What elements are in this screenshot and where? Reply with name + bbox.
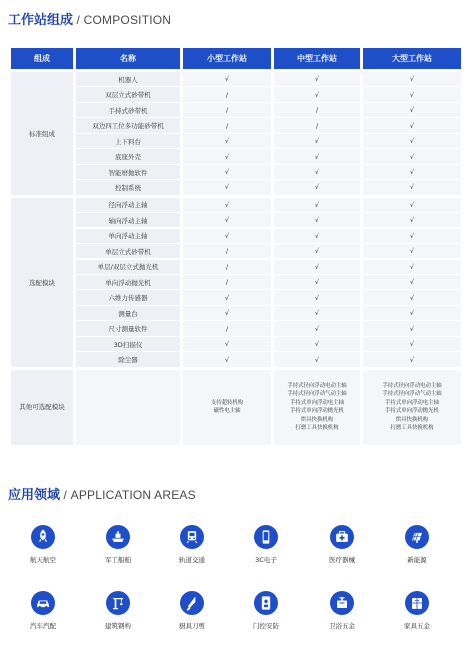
row-name: 尺寸测量软件 <box>76 321 180 335</box>
other-label: 其他可选配模块 <box>11 370 73 445</box>
table-row <box>76 290 461 304</box>
other-small-cell <box>183 370 271 445</box>
row-small: √ <box>183 180 271 194</box>
crane-icon <box>106 591 130 615</box>
row-medium: √ <box>274 244 360 258</box>
other-large-cell <box>363 370 461 445</box>
row-name: 底座外壳 <box>76 149 180 163</box>
table-row <box>76 72 461 86</box>
door-lock-icon <box>254 591 278 615</box>
row-large: √ <box>363 306 461 320</box>
application-label: 家具五金 <box>404 622 430 630</box>
group-rows <box>76 198 461 367</box>
application-item <box>13 591 73 630</box>
application-label: 3C电子 <box>255 556 277 564</box>
row-name: 六维力传感器 <box>76 290 180 304</box>
row-small: / <box>183 244 271 258</box>
other-module-item: 打磨工具快换机构 <box>390 425 434 432</box>
row-small: √ <box>183 352 271 366</box>
other-module-item: 打磨工具快换机构 <box>295 425 339 432</box>
ship-icon <box>106 525 130 549</box>
row-large: √ <box>363 229 461 243</box>
other-module-item: 手持式径向浮动气动主轴 <box>287 391 347 398</box>
other-module-item: 支持超转机构 <box>210 399 244 406</box>
group-optional <box>11 198 464 367</box>
composition-title <box>8 9 171 28</box>
row-small: √ <box>183 72 271 86</box>
application-label: 建筑钢构 <box>105 622 131 630</box>
row-large: √ <box>363 165 461 179</box>
application-label: 厨具刀剪 <box>179 622 205 630</box>
header-name: 名称 <box>76 48 180 69</box>
application-item <box>387 591 447 630</box>
table-row <box>76 352 461 366</box>
group-standard <box>11 72 464 195</box>
phone-icon <box>254 525 278 549</box>
row-small: √ <box>183 134 271 148</box>
row-name: 单层/双层立式抛光机 <box>76 260 180 274</box>
application-label: 新能源 <box>407 556 427 564</box>
row-medium: √ <box>274 213 360 227</box>
application-item <box>236 525 296 564</box>
row-large: √ <box>363 321 461 335</box>
furniture-icon <box>405 591 429 615</box>
row-large: √ <box>363 244 461 258</box>
row-name: 控制系统 <box>76 180 180 194</box>
table-row <box>76 165 461 179</box>
train-icon <box>180 525 204 549</box>
table-row <box>76 244 461 258</box>
row-small: / <box>183 103 271 117</box>
application-item <box>312 591 372 630</box>
table-row <box>76 275 461 289</box>
application-label: 卫浴五金 <box>329 622 355 630</box>
table-row <box>76 337 461 351</box>
row-medium: √ <box>274 321 360 335</box>
row-small: / <box>183 275 271 289</box>
row-small: / <box>183 87 271 101</box>
row-medium: √ <box>274 165 360 179</box>
row-large: √ <box>363 352 461 366</box>
row-large: √ <box>363 275 461 289</box>
knife-icon <box>180 591 204 615</box>
row-name: 轴向浮动主轴 <box>76 213 180 227</box>
other-module-item: 烘具快换机构 <box>300 416 334 423</box>
table-row <box>76 149 461 163</box>
medical-kit-icon <box>330 525 354 549</box>
application-label: 航天航空 <box>30 556 56 564</box>
row-name: 单向浮动抛光机 <box>76 275 180 289</box>
other-module-item: 磁性电主轴 <box>213 408 241 415</box>
row-name: 测量台 <box>76 306 180 320</box>
applications-title-cn: 应用领域 <box>8 488 61 503</box>
row-small: √ <box>183 165 271 179</box>
header-large: 大型工作站 <box>363 48 461 69</box>
row-large: √ <box>363 134 461 148</box>
application-item <box>387 525 447 564</box>
row-large: √ <box>363 290 461 304</box>
row-name: 单向浮动主轴 <box>76 229 180 243</box>
application-item <box>162 525 222 564</box>
row-large: √ <box>363 213 461 227</box>
other-module-item: 烘具快换机构 <box>395 416 429 423</box>
other-name-cell <box>76 370 180 445</box>
table-row <box>76 118 461 132</box>
faucet-icon <box>330 591 354 615</box>
row-large: √ <box>363 198 461 212</box>
row-large: √ <box>363 118 461 132</box>
applications-title <box>8 484 196 503</box>
table-row <box>76 198 461 212</box>
application-label: 轨道交通 <box>179 556 205 564</box>
group-label: 标准组成 <box>11 72 73 195</box>
row-large: √ <box>363 72 461 86</box>
car-icon <box>31 591 55 615</box>
composition-table <box>11 48 464 445</box>
row-name: 双边四工位多功能砂带机 <box>76 118 180 132</box>
row-large: √ <box>363 260 461 274</box>
table-row <box>76 229 461 243</box>
table-row <box>76 306 461 320</box>
row-small: √ <box>183 213 271 227</box>
row-small: √ <box>183 290 271 304</box>
application-item <box>312 525 372 564</box>
other-module-item: 手持式单向浮动电主轴 <box>385 399 439 406</box>
row-medium: √ <box>274 290 360 304</box>
row-medium: √ <box>274 180 360 194</box>
application-item <box>88 525 148 564</box>
table-row <box>76 87 461 101</box>
applications-title-en: / APPLICATION AREAS <box>60 488 196 502</box>
solar-panel-icon <box>405 525 429 549</box>
row-small: √ <box>183 337 271 351</box>
row-medium: √ <box>274 87 360 101</box>
row-name: 智能磨抛软件 <box>76 165 180 179</box>
application-item <box>236 591 296 630</box>
application-label: 军工船舶 <box>105 556 131 564</box>
row-name: 手持式砂带机 <box>76 103 180 117</box>
other-module-item: 手持式单向浮动抛光机 <box>290 408 344 415</box>
other-medium-cell <box>274 370 360 445</box>
row-medium: √ <box>274 198 360 212</box>
header-group: 组成 <box>11 48 73 69</box>
header-small: 小型工作站 <box>183 48 271 69</box>
row-small: √ <box>183 198 271 212</box>
row-name: 机器人 <box>76 72 180 86</box>
row-medium: √ <box>274 72 360 86</box>
group-label: 选配模块 <box>11 198 73 367</box>
row-name: 3D扫描仪 <box>76 337 180 351</box>
group-rows <box>76 72 461 195</box>
table-row <box>76 321 461 335</box>
table-row <box>76 180 461 194</box>
row-name: 上下料台 <box>76 134 180 148</box>
row-medium: √ <box>274 229 360 243</box>
other-module-item: 手持式径向浮动气动主轴 <box>382 391 442 398</box>
composition-title-cn: 工作站组成 <box>8 13 74 28</box>
other-module-item: 手持式单向浮动抛光机 <box>385 408 439 415</box>
table-row <box>76 134 461 148</box>
row-name: 除尘器 <box>76 352 180 366</box>
row-medium: √ <box>274 260 360 274</box>
composition-title-en: / COMPOSITION <box>73 13 172 27</box>
application-item <box>162 591 222 630</box>
application-label: 门控安防 <box>253 622 279 630</box>
row-small: / <box>183 118 271 132</box>
table-row <box>76 103 461 117</box>
row-large: √ <box>363 87 461 101</box>
table-row <box>76 260 461 274</box>
row-small: √ <box>183 149 271 163</box>
row-name: 径向浮动主轴 <box>76 198 180 212</box>
application-item <box>88 591 148 630</box>
application-label: 汽车汽配 <box>30 622 56 630</box>
row-small: / <box>183 260 271 274</box>
application-item <box>13 525 73 564</box>
row-large: √ <box>363 103 461 117</box>
table-header <box>11 48 464 69</box>
row-medium: √ <box>274 337 360 351</box>
table-row <box>76 213 461 227</box>
row-name: 双层立式砂带机 <box>76 87 180 101</box>
header-medium: 中型工作站 <box>274 48 360 69</box>
row-medium: √ <box>274 134 360 148</box>
row-medium: √ <box>274 275 360 289</box>
row-small: √ <box>183 306 271 320</box>
rocket-icon <box>31 525 55 549</box>
other-modules-row <box>11 370 464 445</box>
row-large: √ <box>363 337 461 351</box>
row-medium: / <box>274 118 360 132</box>
row-large: √ <box>363 149 461 163</box>
row-large: √ <box>363 180 461 194</box>
row-small: / <box>183 321 271 335</box>
other-module-item: 手持式单向浮动电主轴 <box>290 399 344 406</box>
row-small: √ <box>183 229 271 243</box>
row-medium: √ <box>274 306 360 320</box>
row-medium: √ <box>274 149 360 163</box>
row-name: 单层立式砂带机 <box>76 244 180 258</box>
application-label: 医疗器械 <box>329 556 355 564</box>
other-module-item: 手持式径向浮动电动主轴 <box>287 382 347 389</box>
row-medium: √ <box>274 352 360 366</box>
other-module-item: 手持式径向浮动电动主轴 <box>382 382 442 389</box>
row-medium: / <box>274 103 360 117</box>
